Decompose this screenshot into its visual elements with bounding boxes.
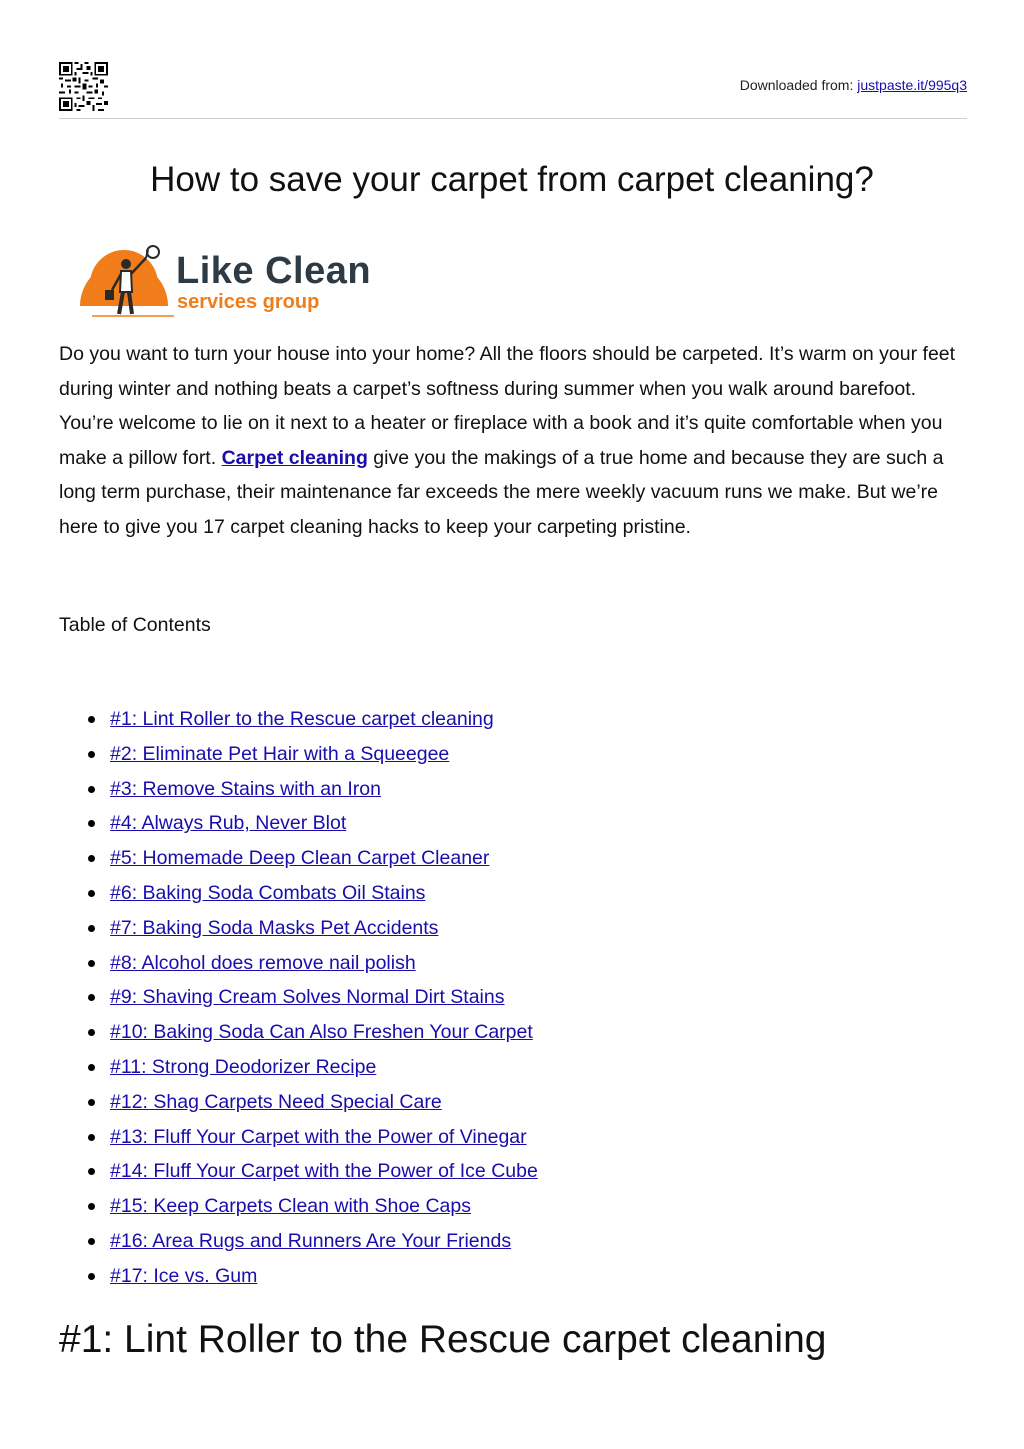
toc-item [59, 1224, 538, 1259]
toc-item [59, 841, 538, 876]
toc-item [59, 911, 538, 946]
section-heading-1: #1: Lint Roller to the Rescue carpet cleaning [59, 1318, 827, 1361]
toc-item [59, 876, 538, 911]
toc-link-13[interactable]: #13: Fluff Your Carpet with the Power of Vinegar [110, 1125, 527, 1148]
toc-item [59, 1154, 538, 1189]
intro-text-start: Do you want to turn your house into your home? All the floors should be carpeted. It’s warm on your feet during winter and nothing beats a carpet’s softness during summer when you walk around barefoot. You’re welcome to lie on it next to a heater or fireplace with a book and it’s quite comfortable when you make a pillow fort. [59, 343, 956, 469]
toc-link-14[interactable]: #14: Fluff Your Carpet with the Power of Ice Cube [110, 1160, 538, 1183]
toc-title: Table of Contents [59, 614, 211, 636]
intro-text-end: give you the makings of a true home and because they are such a long term purchase, their maintenance far exceeds the mere weekly vacuum runs we make. But we’re here to give you 17 carpet cleaning hacks to keep your carpeting pristine. [59, 446, 944, 538]
toc-link-12[interactable]: #12: Shag Carpets Need Special Care [110, 1090, 442, 1113]
toc-link-7[interactable]: #7: Baking Soda Masks Pet Accidents [110, 916, 439, 939]
toc-link-3[interactable]: #3: Remove Stains with an Iron [110, 777, 381, 800]
toc-link-5[interactable]: #5: Homemade Deep Clean Carpet Cleaner [110, 847, 490, 870]
logo-sub-text: services group [177, 291, 320, 313]
toc-item [59, 1189, 538, 1224]
toc-link-10[interactable]: #10: Baking Soda Can Also Freshen Your Carpet [110, 1021, 533, 1044]
toc-link-6[interactable]: #6: Baking Soda Combats Oil Stains [110, 881, 426, 904]
toc-item [59, 737, 538, 772]
toc-item [59, 1259, 538, 1294]
toc-item [59, 1120, 538, 1155]
logo-main-text: Like Clean [176, 250, 372, 292]
toc-link-11[interactable]: #11: Strong Deodorizer Recipe [110, 1055, 377, 1078]
page-header [59, 60, 967, 119]
toc-item [59, 772, 538, 807]
toc-link-17[interactable]: #17: Ice vs. Gum [110, 1264, 258, 1287]
cleaner-figure-icon [74, 244, 184, 324]
toc-item [59, 1050, 538, 1085]
toc-item [59, 1085, 538, 1120]
qr-code-icon [59, 62, 108, 111]
toc-link-4[interactable]: #4: Always Rub, Never Blot [110, 812, 347, 835]
carpet-cleaning-link[interactable]: Carpet cleaning [221, 446, 368, 469]
toc-link-9[interactable]: #9: Shaving Cream Solves Normal Dirt Stains [110, 986, 505, 1009]
toc-link-16[interactable]: #16: Area Rugs and Runners Are Your Friends [110, 1229, 512, 1252]
download-source-link[interactable]: justpaste.it/995q3 [857, 77, 967, 93]
toc-link-15[interactable]: #15: Keep Carpets Clean with Shoe Caps [110, 1195, 471, 1218]
download-source [740, 77, 967, 93]
company-logo [74, 244, 394, 324]
download-source-label: Downloaded from: [739, 77, 854, 93]
toc-link-8[interactable]: #8: Alcohol does remove nail polish [110, 951, 416, 974]
toc-link-1[interactable]: #1: Lint Roller to the Rescue carpet cleaning [110, 708, 494, 730]
toc-item [59, 702, 538, 737]
toc-item [59, 980, 538, 1015]
toc-item [59, 1015, 538, 1050]
toc-link-2[interactable]: #2: Eliminate Pet Hair with a Squeegee [110, 742, 450, 765]
toc-item [59, 806, 538, 841]
intro-paragraph [59, 337, 969, 545]
page-title: How to save your carpet from carpet cleaning? [150, 160, 874, 199]
toc-item [59, 946, 538, 981]
table-of-contents [59, 702, 538, 1294]
